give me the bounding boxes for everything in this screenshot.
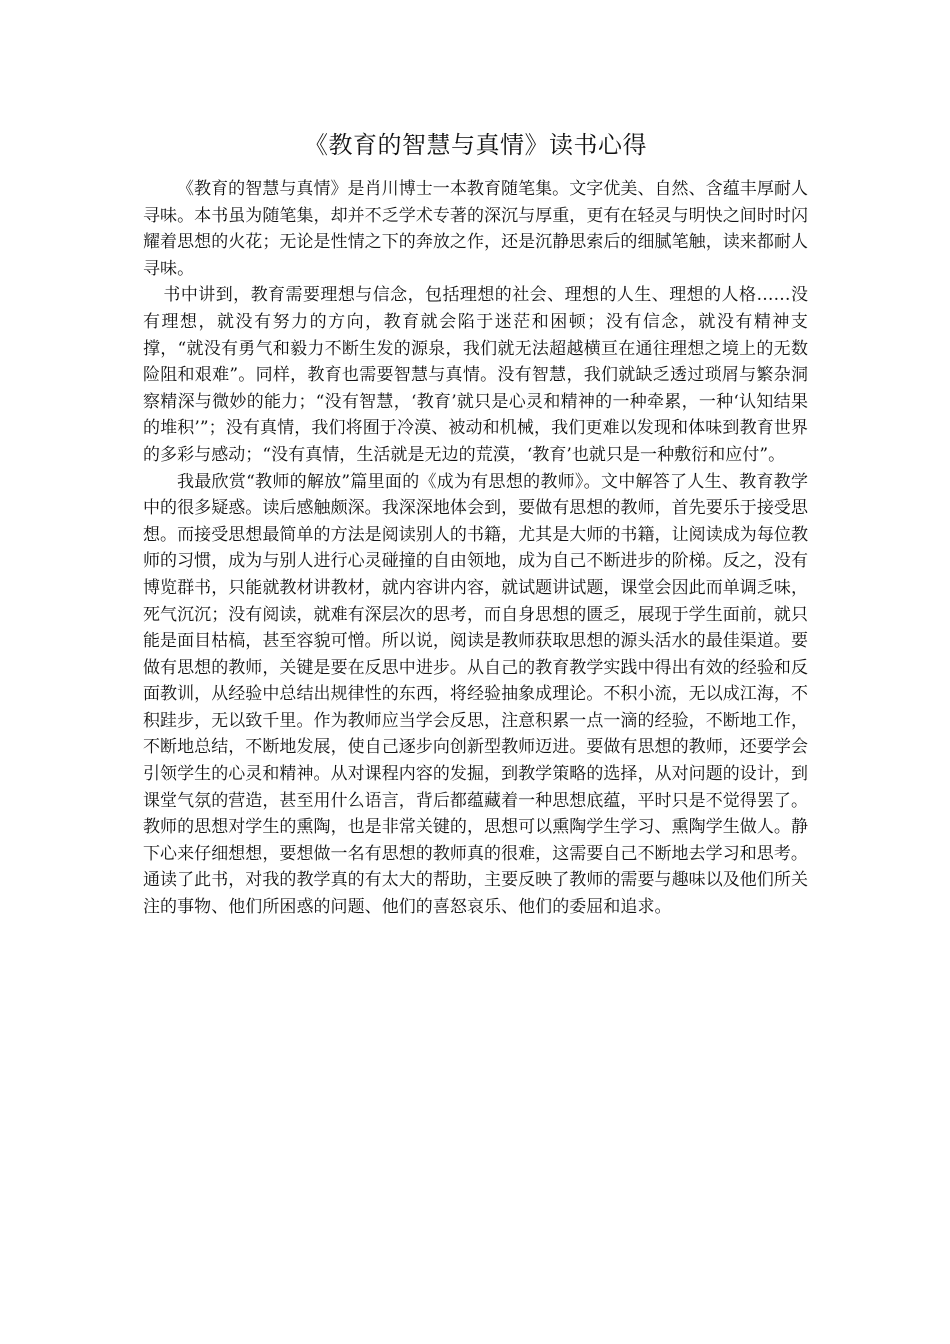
paragraph-introduction: 《教育的智慧与真情》是肖川博士一本教育随笔集。文字优美、自然、含蕴丰厚耐人寻味。本书虽为随笔集，却并不乏学术专著的深沉与厚重，更有在轻灵与明快之间时时闪耀着思想的火花；无论是性情之下的奔放之作，还是沉静思索后的细腻笔触，读来都耐人寻味。 xyxy=(143,179,808,279)
paragraph-conclusion: 通读了此书，对我的教学真的有太大的帮助，主要反映了教师的需要与趣味以及他们所关注的事物、他们所困惑的问题、他们的喜怒哀乐、他们的委屈和追求。 xyxy=(143,870,808,918)
paragraph-thoughtful-teacher: 我最欣赏“教师的解放”篇里面的《成为有思想的教师》。文中解答了人生、教育教学中的很多疑惑。读后感触颇深。我深深地体会到，要做有思想的教师，首先要乐于接受思想。而接受思想最简单的方法是阅读别人的书籍，尤其是大师的书籍，让阅读成为每位教师的习惯，成为与别人进行心灵碰撞的自由领地，成为自己不断进步的阶梯。反之，没有博览群书，只能就教材讲教材，就内容讲内容，就试题讲试题，课堂会因此而单调乏味，死气沉沉；没有阅读，就难有深层次的思考，而自身思想的匮乏，展现于学生面前，就只能是面目枯槁，甚至容貌可憎。所以说，阅读是教师获取思想的源头活水的最佳渠道。要做有思想的教师，关键是要在反思中进步。从自己的教育教学实践中得出有效的经验和反面教训，从经验中总结出规律性的东西，将经验抽象成理论。不积小流，无以成江海，不积跬步，无以致千里。作为教师应当学会反思，注意积累一点一滴的经验，不断地工作，不断地总结，不断地发展，使自己逐步向创新型教师迈进。要做有思想的教师，还要学会引领学生的心灵和精神。从对课程内容的发掘，到教学策略的选择，从对问题的设计，到课堂气氛的营造，甚至用什么语言，背后都蕴藏着一种思想底蕴，平时只是不觉得罢了。教师的思想对学生的熏陶，也是非常关键的，思想可以熏陶学生学习、熏陶学生做人。静下心来仔细想想，要想做一名有思想的教师真的很难，这需要自己不断地去学习和思考。 xyxy=(143,471,808,864)
document-body xyxy=(143,128,808,921)
document-title: 《教育的智慧与真情》读书心得 xyxy=(304,131,647,159)
paragraph-ideals-and-wisdom: 书中讲到，教育需要理想与信念，包括理想的社会、理想的人生、理想的人格……没有理想，就没有努力的方向，教育就会陷于迷茫和困顿；没有信念，就没有精神支撑，“就没有勇气和毅力不断生发的源泉，我们就无法超越横亘在通往理想之境上的无数险阻和艰难”。同样，教育也需要智慧与真情。没有智慧，我们就缺乏透过琐屑与繁杂洞察精深与微妙的能力；“没有智慧，‘教育’就只是心灵和精神的一种牵累，一种‘认知结果的堆积’”；没有真情，我们将囿于冷漠、被动和机械，我们更难以发现和体味到教育世界的多彩与感动；“没有真情，生活就是无边的荒漠，‘教育’也就只是一种敷衍和应付”。 xyxy=(143,285,808,465)
